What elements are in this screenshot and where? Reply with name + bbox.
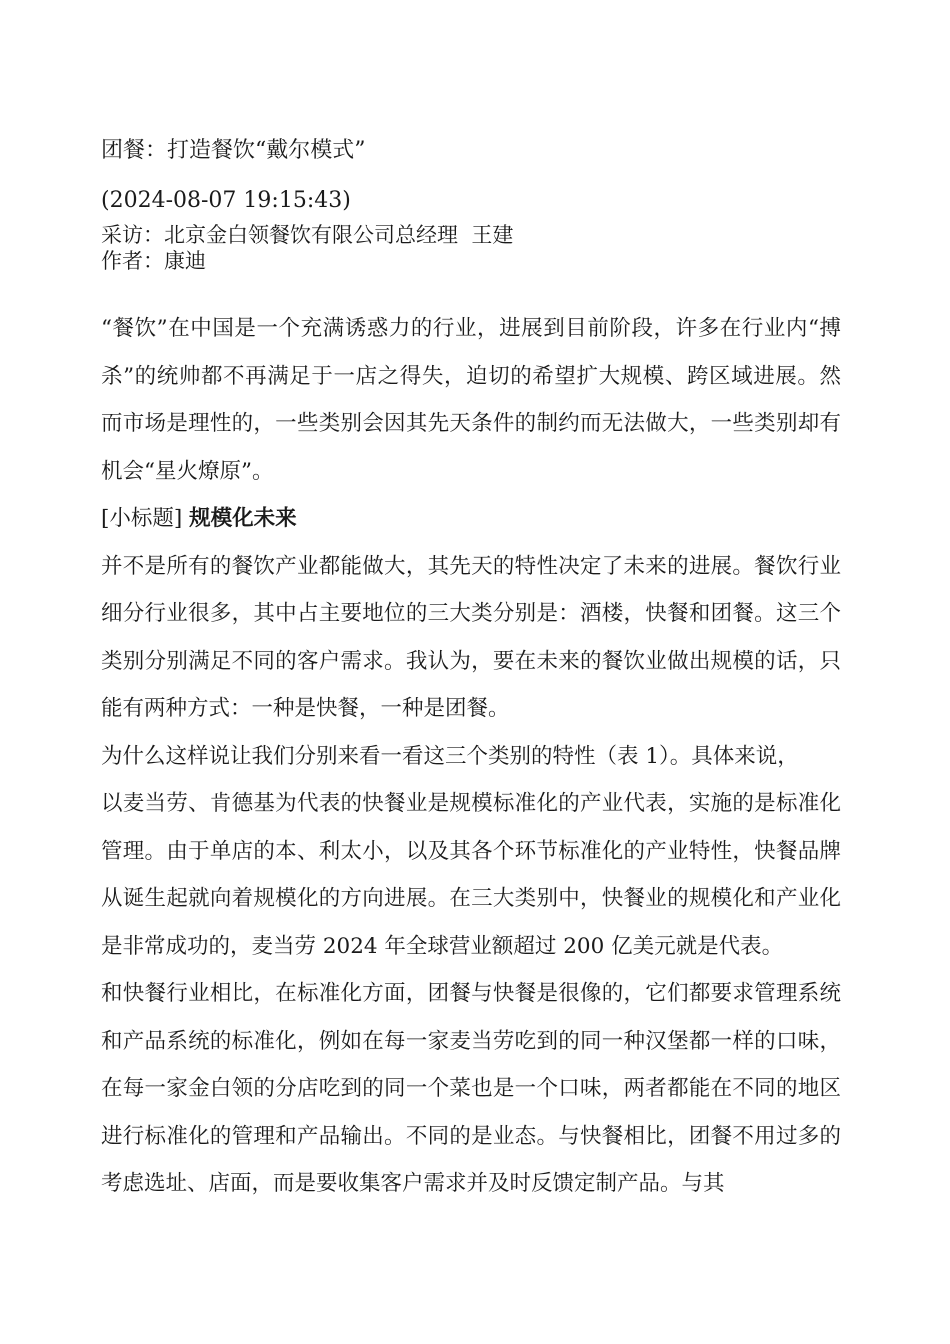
paragraph-intro: “餐饮”在中国是一个充满诱惑力的行业，进展到目前阶段，许多在行业内“搏杀”的统帅都不再满足于一店之得失，迫切的希望扩大规模、跨区域进展。然而市场是理性的，一些类别会因其先天条件的制约而无法做大，一些类别却有机会“星火燎原”。 (101, 316, 841, 484)
paragraph-2: 并不是所有的餐饮产业都能做大，其先天的特性决定了未来的进展。餐饮行业细分行业很多，其中占主要地位的三大类分别是：酒楼，快餐和团餐。这三个类别分别满足不同的客户需求。我认为，要在未来的餐饮业做出规模的话，只能有两种方式：一种是快餐，一种是团餐。 (101, 553, 841, 721)
paragraph-4: 以麦当劳、肯德基为代表的快餐业是规模标准化的产业代表，实施的是标准化管理。由于单店的本、利太小，以及其各个环节标准化的产业特性，快餐品牌从诞生起就向着规模化的方向进展。在三大类别中，快餐业的规模化和产业化是非常成功的，麦当劳 2024 年全球营业额超过 200 亿美元就是代表。 (101, 791, 841, 959)
article-body (101, 305, 841, 1208)
article-title: 团餐：打造餐饮“戴尔模式” (101, 138, 366, 163)
subheading (101, 495, 841, 543)
subheading-tag: [小标题] (101, 506, 183, 531)
article-date: (2024-08-07 19:15:43) (101, 188, 351, 213)
interview-line: 采访：北京金白领餐饮有限公司总经理 王建 (101, 223, 514, 247)
paragraph-3: 为什么这样说让我们分别来看一看这三个类别的特性（表 1）。具体来说， (101, 743, 799, 769)
article-meta (101, 222, 513, 274)
subheading-text: 规模化未来 (189, 506, 297, 531)
author-line: 作者：康迪 (101, 249, 206, 273)
paragraph-5: 和快餐行业相比，在标准化方面，团餐与快餐是很像的，它们都要求管理系统和产品系统的标准化，例如在每一家麦当劳吃到的同一种汉堡都一样的口味，在每一家金白领的分店吃到的同一个菜也是一个口味，两者都能在不同的地区进行标准化的管理和产品输出。不同的是业态。与快餐相比，团餐不用过多的考虑选址、店面，而是要收集客户需求并及时反馈定制产品。与其 (101, 981, 841, 1196)
